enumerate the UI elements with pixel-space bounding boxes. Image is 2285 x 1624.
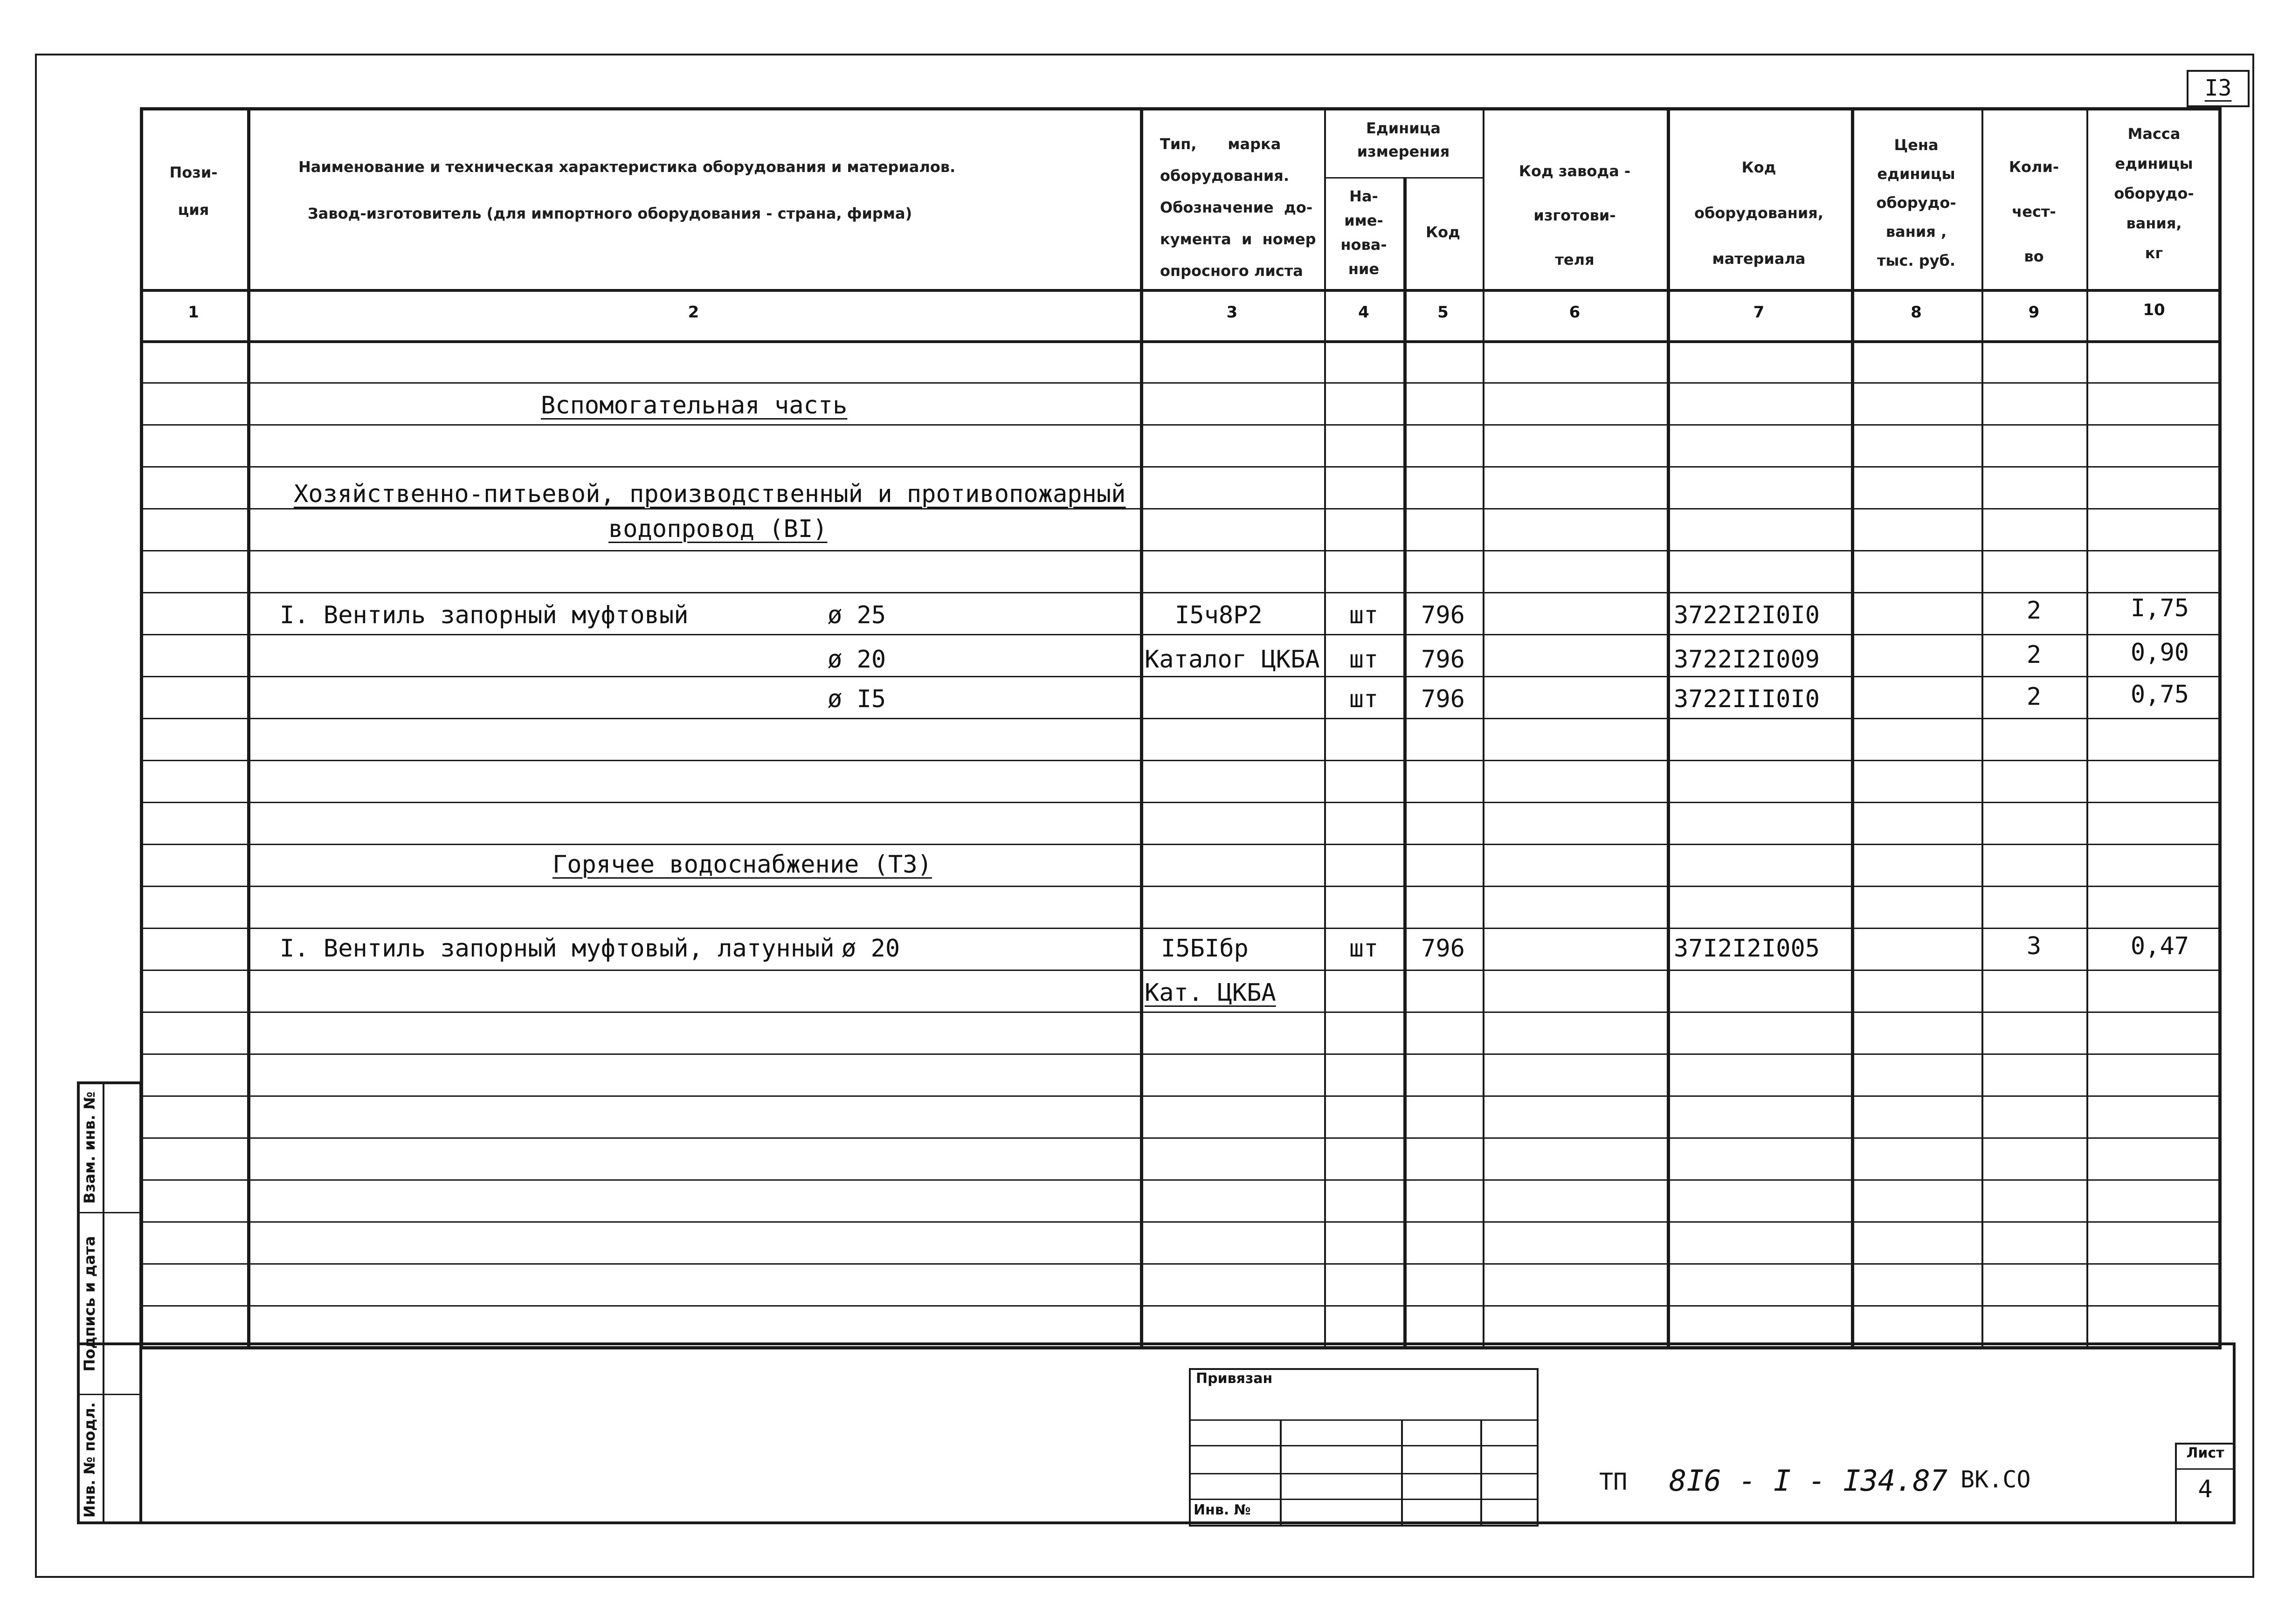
side-label-replacement: Взам. инв. № bbox=[81, 1091, 98, 1204]
col-number-9: 9 bbox=[2028, 303, 2040, 322]
col-number-1: 1 bbox=[188, 303, 199, 322]
item2-equipment-code: 37I2I2I005 bbox=[1674, 935, 1820, 963]
row-line bbox=[140, 382, 2222, 384]
row-line bbox=[140, 844, 2222, 845]
row-line bbox=[140, 550, 2222, 551]
row-line bbox=[140, 424, 2222, 426]
row-line bbox=[140, 1179, 2222, 1181]
item2-unit-code: 796 bbox=[1421, 935, 1465, 963]
header-factory-code: Код завода - изготови- теля bbox=[1519, 162, 1631, 268]
col-line-1 bbox=[247, 107, 250, 1349]
sheet-number: 4 bbox=[2198, 1475, 2213, 1503]
item1-row1-type: I5ч8Р2 bbox=[1175, 601, 1263, 629]
stamp-col bbox=[1280, 1419, 1282, 1527]
col-number-4: 4 bbox=[1358, 303, 1369, 322]
header-bottom-line bbox=[140, 289, 2222, 292]
header-mass: Масса единицы оборудо- вания, кг bbox=[2114, 125, 2194, 262]
item2-name: I. Вентиль запорный муфтовый, латунный bbox=[280, 935, 835, 963]
row-line bbox=[140, 592, 2222, 593]
item1-row2-unit-code: 796 bbox=[1421, 646, 1465, 674]
row-line bbox=[140, 1263, 2222, 1265]
side-strip-divider bbox=[103, 1081, 104, 1524]
side-label-signature: Подпись и дата bbox=[81, 1236, 98, 1372]
col-number-5: 5 bbox=[1437, 303, 1449, 322]
stamp-line bbox=[1189, 1473, 1539, 1474]
item1-row2-quantity: 2 bbox=[2026, 641, 2042, 669]
col-line-5 bbox=[1483, 107, 1484, 1349]
item1-row3-mass: 0,75 bbox=[2130, 681, 2189, 709]
row-line bbox=[140, 802, 2222, 803]
item1-row2-diameter: ø 20 bbox=[828, 646, 886, 674]
item1-row3-diameter: ø I5 bbox=[828, 685, 886, 713]
row-line bbox=[140, 676, 2222, 677]
col-number-2: 2 bbox=[688, 303, 699, 322]
col-line-6 bbox=[1667, 107, 1670, 1349]
header-position: Пози- ция bbox=[169, 164, 218, 219]
item1-row3-unit-code: 796 bbox=[1421, 685, 1465, 713]
item1-row1-equipment-code: 3722I2I0I0 bbox=[1674, 601, 1820, 629]
row-line bbox=[140, 634, 2222, 635]
stamp-line bbox=[1189, 1445, 1539, 1446]
item1-row3-equipment-code: 3722III0I0 bbox=[1674, 685, 1820, 713]
sheet-label: Лист bbox=[2186, 1445, 2224, 1461]
col-number-8: 8 bbox=[1911, 303, 1922, 322]
col-number-6: 6 bbox=[1569, 303, 1581, 322]
item1-row3-unit: шт bbox=[1349, 685, 1379, 713]
item2-quantity: 3 bbox=[2026, 932, 2042, 960]
corner-sheet-number: I3 bbox=[2204, 75, 2232, 101]
stamp-line bbox=[1189, 1499, 1539, 1500]
section-title-hot-water: Горячее водоснабжение (Т3) bbox=[552, 851, 932, 879]
header-price: Цена единицы оборудо- вания , тыс. руб. bbox=[1876, 136, 1956, 269]
item1-row2-unit: шт bbox=[1349, 646, 1379, 674]
section-title-water-supply-line2: водопровод (BI) bbox=[608, 515, 828, 543]
section-title-water-supply-line1: Хозяйственно-питьевой, производственный и противопожарный bbox=[294, 480, 1126, 508]
item1-row2-mass: 0,90 bbox=[2130, 639, 2189, 667]
row-line bbox=[140, 466, 2222, 468]
header-unit-code: Код bbox=[1426, 223, 1460, 241]
colnum-bottom-line bbox=[140, 340, 2222, 343]
row-line bbox=[140, 886, 2222, 887]
doc-number: 8I6 - I - I34.87 bbox=[1669, 1464, 1948, 1498]
header-equipment-code: Код оборудования, материала bbox=[1694, 158, 1823, 268]
side-label-inventory: Инв. № подл. bbox=[81, 1402, 98, 1518]
row-line bbox=[140, 508, 2222, 509]
col-line-8 bbox=[1981, 107, 1983, 1349]
item2-mass: 0,47 bbox=[2130, 932, 2189, 960]
header-quantity: Коли- чест- во bbox=[2009, 158, 2059, 265]
stamp-col bbox=[1401, 1419, 1403, 1527]
row-line bbox=[140, 1305, 2222, 1307]
row-line bbox=[140, 1012, 2222, 1013]
item2-unit: шт bbox=[1349, 935, 1379, 963]
row-line bbox=[140, 1053, 2222, 1055]
sheet-box-line bbox=[2175, 1468, 2236, 1470]
item1-row1-unit: шт bbox=[1349, 601, 1379, 629]
stamp-line bbox=[1189, 1419, 1539, 1421]
item2-type: I5БIбр bbox=[1161, 935, 1249, 963]
section-title-auxiliary: Вспомогательная часть bbox=[541, 392, 848, 420]
unit-group-divider bbox=[1324, 177, 1483, 179]
item1-row2-type: Каталог ЦКБА bbox=[1145, 646, 1320, 674]
row-line bbox=[140, 1095, 2222, 1097]
row-line bbox=[140, 928, 2222, 929]
row-line bbox=[140, 760, 2222, 761]
row-line bbox=[140, 970, 2222, 971]
header-unit-name: На- име- нова- ние bbox=[1340, 187, 1387, 278]
col-number-3: 3 bbox=[1226, 303, 1238, 322]
header-name-line1: Наименование и техническая характеристика оборудования и материалов. bbox=[298, 158, 956, 176]
col-number-10: 10 bbox=[2143, 301, 2165, 319]
stamp-inv-no: Инв. № bbox=[1194, 1502, 1251, 1518]
header-type: Тип, марка оборудования. Обозначение до- кумента и номер опросного листа bbox=[1160, 135, 1316, 280]
item1-row1-unit-code: 796 bbox=[1421, 601, 1465, 629]
col-number-7: 7 bbox=[1753, 303, 1765, 322]
item1-row1-mass: I,75 bbox=[2130, 594, 2189, 622]
col-line-7 bbox=[1851, 107, 1854, 1349]
table-frame bbox=[140, 107, 2222, 1349]
col-line-4 bbox=[1403, 177, 1407, 1349]
item2-diameter: ø 20 bbox=[842, 935, 900, 963]
doc-code: ВК.СО bbox=[1961, 1466, 2031, 1493]
item1-name: I. Вентиль запорный муфтовый bbox=[280, 601, 689, 629]
header-unit-group: Единица измерения bbox=[1357, 119, 1450, 160]
stamp-privyazan: Привязан bbox=[1196, 1370, 1273, 1387]
item1-row1-quantity: 2 bbox=[2026, 597, 2042, 625]
row-line bbox=[140, 718, 2222, 719]
item1-row2-equipment-code: 3722I2I009 bbox=[1674, 646, 1820, 674]
doc-prefix: ТП bbox=[1599, 1468, 1628, 1495]
item1-row3-quantity: 2 bbox=[2026, 683, 2042, 711]
row-line bbox=[140, 1137, 2222, 1139]
stamp-col bbox=[1480, 1419, 1482, 1527]
header-name-line2: Завод-изготовитель (для импортного оборудования - страна, фирма) bbox=[308, 205, 912, 222]
col-line-9 bbox=[2086, 107, 2088, 1349]
item2-catalog: Кат. ЦКБА bbox=[1145, 979, 1276, 1007]
row-line bbox=[140, 1221, 2222, 1223]
item1-row1-diameter: ø 25 bbox=[828, 601, 886, 629]
col-line-3 bbox=[1324, 107, 1326, 1349]
col-line-2 bbox=[1140, 107, 1143, 1349]
